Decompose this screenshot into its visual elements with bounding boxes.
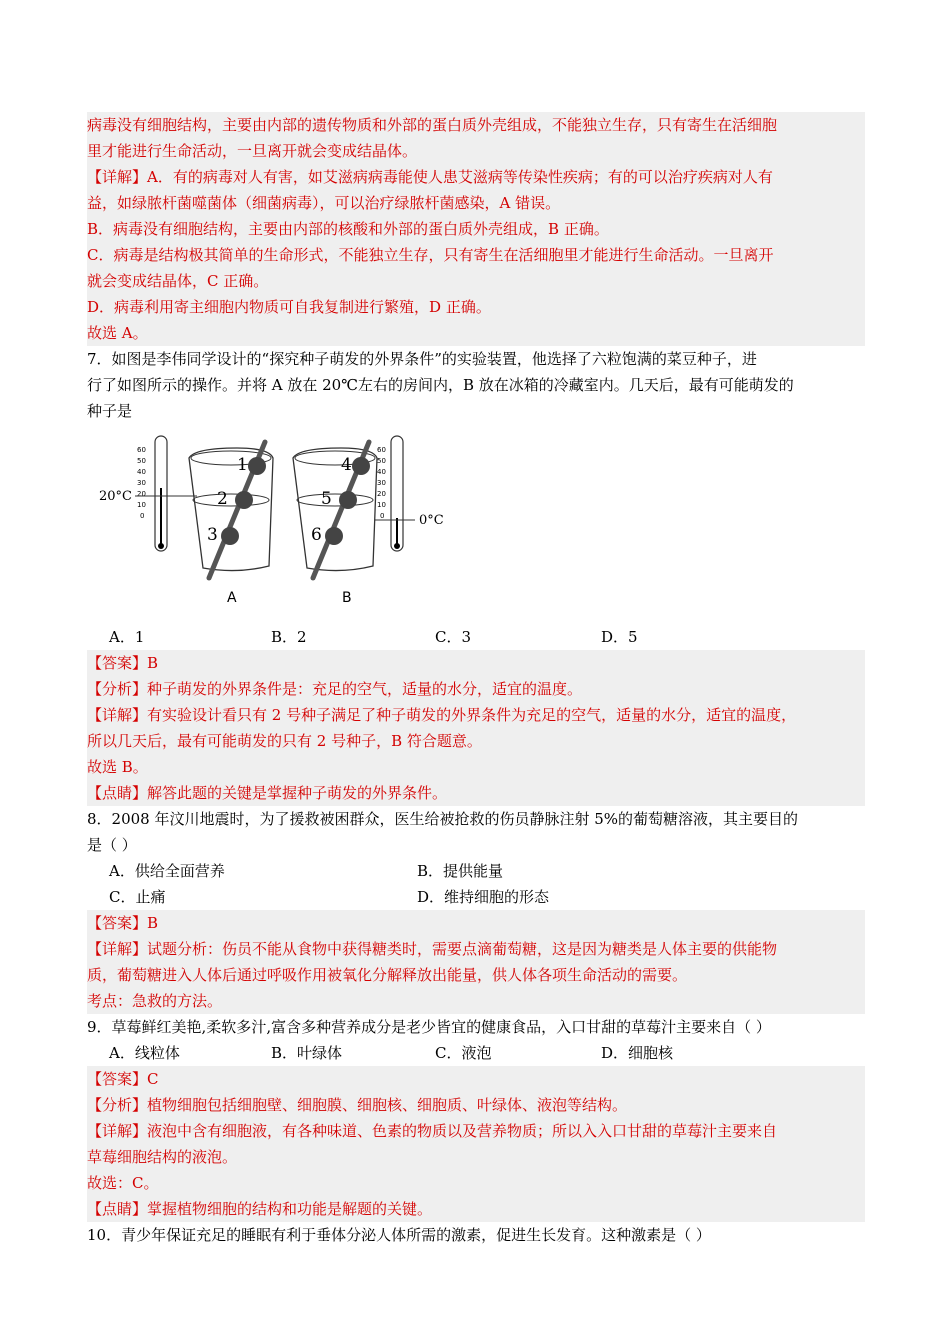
- q8-options-row: [87, 858, 865, 884]
- scale-tick: 0: [140, 512, 145, 520]
- q7-detail-line: 所以几天后，最有可能萌发的只有 2 号种子，B 符合题意。: [87, 728, 865, 754]
- scale-tick: 20: [377, 490, 386, 498]
- scale-tick: 30: [377, 479, 386, 487]
- q6-detail-line: 益，如绿脓杆菌噬菌体（细菌病毒），可以治疗绿脓杆菌感染，A 错误。: [87, 190, 865, 216]
- q9-option-d[interactable]: D．细胞核: [601, 1044, 674, 1062]
- q8-stem-line: 是（ ）: [87, 836, 137, 854]
- seed-label: 6: [311, 525, 322, 545]
- q8-explanation: [87, 910, 865, 1014]
- seed-label: 1: [237, 455, 248, 475]
- detail-tag: 【详解】: [87, 168, 148, 186]
- q6-detail-line: C．病毒是结构极其简单的生命形式，不能独立生存，只有寄生在活细胞里才能进行生命活动。一旦离开: [87, 242, 865, 268]
- scale-tick: 60: [137, 446, 146, 454]
- q7-conclusion: 故选 B。: [87, 754, 865, 780]
- question-10: [87, 1222, 865, 1248]
- question-8: [87, 806, 865, 1014]
- q6-conclusion: 故选 A。: [87, 320, 865, 346]
- q6-detail-line: D．病毒利用寄主细胞内物质可自我复制进行繁殖，D 正确。: [87, 294, 865, 320]
- seed-label: 4: [341, 455, 352, 475]
- beaker-label-a: A: [227, 590, 237, 606]
- seed-experiment-figure: [87, 424, 865, 624]
- q8-detail-line: 【详解】试题分析：伤员不能从食物中获得糖类时，需要点滴葡萄糖，这是因为糖类是人体主要的供能物: [87, 936, 865, 962]
- seed-label: 5: [321, 489, 332, 509]
- thermometer-left: [99, 436, 197, 551]
- q7-stem-line: 7．如图是李伟同学设计的“探究种子萌发的外界条件”的实验装置，他选择了六粒饱满的菜豆种子，进: [87, 350, 757, 368]
- beaker-b: [293, 442, 377, 606]
- q6-text-line: 病毒没有细胞结构，主要由内部的遗传物质和外部的蛋白质外壳组成，不能独立生存，只有寄生在活细胞: [87, 112, 865, 138]
- q6-detail-line: 就会变成结晶体，C 正确。: [87, 268, 865, 294]
- q6-explanation: [87, 112, 865, 346]
- q8-options-row: [87, 884, 865, 910]
- scale-tick: 20: [137, 490, 146, 498]
- q7-detail-line: 【详解】有实验设计看只有 2 号种子满足了种子萌发的外界条件为充足的空气，适量的水分，适宜的温度，: [87, 702, 865, 728]
- scale-tick: 40: [137, 468, 146, 476]
- q9-options: [87, 1040, 865, 1066]
- q7-option-d[interactable]: D．5: [601, 628, 638, 646]
- q9-comment: 【点睛】掌握植物细胞的结构和功能是解题的关键。: [87, 1196, 865, 1222]
- q9-conclusion: 故选：C。: [87, 1170, 865, 1196]
- seed-label: 2: [217, 489, 228, 509]
- q8-kaodian: 考点：急救的方法。: [87, 988, 865, 1014]
- question-9: [87, 1014, 865, 1222]
- q8-option-b[interactable]: B．提供能量: [417, 862, 504, 880]
- q6-detail-line: B．病毒没有细胞结构，主要由内部的核酸和外部的蛋白质外壳组成，B 正确。: [87, 216, 865, 242]
- q8-option-c[interactable]: C．止痛: [109, 888, 166, 906]
- document-page: [87, 112, 865, 1248]
- q8-option-d[interactable]: D．维持细胞的形态: [417, 888, 550, 906]
- scale-tick: 10: [377, 501, 386, 509]
- q6-text-line: 里才能进行生命活动，一旦离开就会变成结晶体。: [87, 138, 865, 164]
- seed-label: 3: [207, 525, 218, 545]
- q7-stem-line: 行了如图所示的操作。并将 A 放在 20℃左右的房间内，B 放在冰箱的冷藏室内。几天后，最有可能萌发的: [87, 376, 794, 394]
- q8-option-a[interactable]: A．供给全面营养: [109, 862, 225, 880]
- q7-stem-line: 种子是: [87, 402, 133, 420]
- q8-stem-line: 8．2008 年汶川地震时，为了援救被困群众，医生给被抢救的伤员静脉注射 5%的葡萄糖溶液，其主要目的: [87, 810, 799, 828]
- beaker-a: [189, 442, 273, 606]
- q7-option-a[interactable]: A．1: [109, 628, 145, 646]
- q9-detail-line: 草莓细胞结构的液泡。: [87, 1144, 865, 1170]
- q9-detail-line: 【详解】液泡中含有细胞液，有各种味道、色素的物质以及营养物质；所以入入口甘甜的草莓汁主要来自: [87, 1118, 865, 1144]
- q7-option-b[interactable]: B．2: [271, 628, 307, 646]
- q7-option-c[interactable]: C．3: [435, 628, 472, 646]
- q9-analysis: 【分析】植物细胞包括细胞壁、细胞膜、细胞核、细胞质、叶绿体、液泡等结构。: [87, 1092, 865, 1118]
- q7-explanation: [87, 650, 865, 806]
- scale-tick: 60: [377, 446, 386, 454]
- temp-label-right: 0°C: [419, 513, 444, 528]
- scale-tick: 50: [137, 457, 146, 465]
- q7-options: [87, 624, 865, 650]
- temp-label-left: 20°C: [99, 489, 132, 504]
- q9-option-c[interactable]: C．液泡: [435, 1044, 492, 1062]
- q10-stem: 10．青少年保证充足的睡眠有利于垂体分泌人体所需的激素，促进生长发育。这种激素是（ ）: [87, 1226, 711, 1244]
- thermometer-right: [375, 436, 444, 551]
- q6-detail-line: 【详解】A．有的病毒对人有害，如艾滋病病毒能使人患艾滋病等传染性疾病；有的可以治疗疾病对人有: [87, 164, 865, 190]
- scale-tick: 30: [137, 479, 146, 487]
- seed-experiment-diagram: [97, 428, 457, 618]
- q9-answer: 【答案】C: [87, 1066, 865, 1092]
- q8-answer: 【答案】B: [87, 910, 865, 936]
- scale-tick: 50: [377, 457, 386, 465]
- q7-comment: 【点睛】解答此题的关键是掌握种子萌发的外界条件。: [87, 780, 865, 806]
- beaker-label-b: B: [342, 590, 352, 606]
- q8-detail-line: 质，葡萄糖进入人体后通过呼吸作用被氧化分解释放出能量，供人体各项生命活动的需要。: [87, 962, 865, 988]
- question-7: [87, 346, 865, 806]
- q7-answer: 【答案】B: [87, 650, 865, 676]
- scale-tick: 0: [380, 512, 385, 520]
- q9-stem: 9．草莓鲜红美艳,柔软多汁,富含多种营养成分是老少皆宜的健康食品，入口甘甜的草莓汁主要来自（ ）: [87, 1018, 771, 1036]
- q9-explanation: [87, 1066, 865, 1222]
- q9-option-a[interactable]: A．线粒体: [109, 1044, 180, 1062]
- scale-tick: 10: [137, 501, 146, 509]
- scale-tick: 40: [377, 468, 386, 476]
- q9-option-b[interactable]: B．叶绿体: [271, 1044, 343, 1062]
- q7-analysis: 【分析】种子萌发的外界条件是：充足的空气，适量的水分，适宜的温度。: [87, 676, 865, 702]
